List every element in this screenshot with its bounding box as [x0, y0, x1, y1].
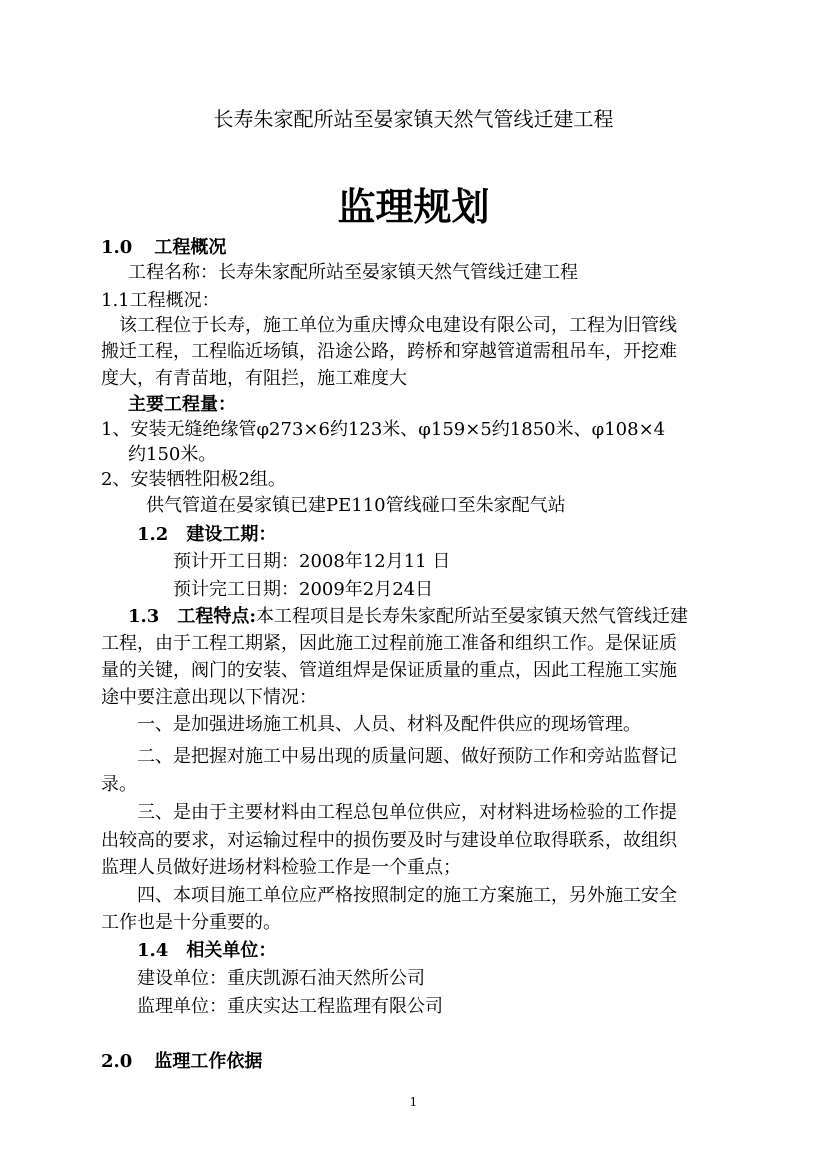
document-subtitle: 长寿朱家配所站至晏家镇天然气管线迁建工程 — [213, 107, 614, 131]
section-1-title: 工程概况 — [154, 237, 227, 258]
point-line: 录。 — [101, 774, 137, 795]
features-line: 途中要注意出现以下情况： — [101, 687, 317, 708]
overview-line: 该工程位于长寿，施工单位为重庆博众电建设有限公司，工程为旧管线 — [119, 315, 677, 336]
document-title: 监理规划 — [337, 184, 490, 229]
quantity-item: 约150米。 — [128, 444, 217, 465]
section-1-number: 1.0 — [101, 237, 133, 258]
end-date: 预计完工日期：2009年2月24日 — [173, 579, 434, 600]
section-2-heading — [101, 1050, 262, 1074]
point-line: 监理人员做好进场材料检验工作是一个重点； — [101, 857, 461, 878]
point-line: 出较高的要求，对运输过程中的损伤要及时与建设单位取得联系，故组织 — [101, 830, 677, 851]
gas-supply-note: 供气管道在晏家镇已建PE110管线碰口至朱家配气站 — [146, 495, 566, 516]
features-first-line — [128, 605, 688, 629]
point-line: 工作也是十分重要的。 — [101, 912, 281, 933]
schedule-label: 1.2 建设工期： — [137, 524, 277, 545]
section-2-title: 监理工作依据 — [154, 1051, 263, 1072]
point-line: 三、是由于主要材料由工程总包单位供应，对材料进场检验的工作提 — [137, 802, 677, 823]
overview-line: 搬迁工程，工程临近场镇，沿途公路，跨桥和穿越管道需租吊车，开挖难 — [101, 341, 677, 362]
overview-label: 1.1工程概况： — [101, 290, 220, 311]
features-line: 工程，由于工程工期紧，因此施工过程前施工准备和组织工作。是保证质 — [101, 633, 677, 654]
overview-line: 度大，有青苗地，有阻拦，施工难度大 — [101, 368, 407, 389]
quantity-item: 2、安装牺牲阳极2组。 — [101, 469, 286, 490]
point-line: 一、是加强进场施工机具、人员、材料及配件供应的现场管理。 — [137, 714, 641, 735]
project-name: 工程名称：长寿朱家配所站至晏家镇天然气管线迁建工程 — [128, 262, 578, 283]
point-line: 四、本项目施工单位应严格按照制定的施工方案施工，另外施工安全 — [137, 885, 677, 906]
page-number: 1 — [409, 1095, 418, 1109]
features-line: 量的关键，阀门的安装、管道组焊是保证质量的重点，因此工程施工实施 — [101, 660, 677, 681]
section-2-number: 2.0 — [101, 1051, 133, 1072]
start-date: 预计开工日期：2008年12月11 日 — [173, 551, 451, 572]
units-label: 1.4 相关单位： — [137, 940, 277, 961]
supervision-unit: 监理单位：重庆实达工程监理有限公司 — [137, 996, 443, 1017]
point-line: 二、是把握对施工中易出现的质量问题、做好预防工作和旁站监督记 — [137, 746, 677, 767]
features-label: 1.3 工程特点: — [128, 606, 256, 627]
quantities-label: 主要工程量： — [128, 394, 236, 415]
construction-unit: 建设单位：重庆凯源石油天然所公司 — [137, 968, 425, 989]
section-1-heading — [101, 236, 226, 260]
quantity-item: 1、安装无缝绝缘管φ273×6约123米、φ159×5约1850米、φ108×4 — [101, 419, 666, 440]
features-line: 本工程项目是长寿朱家配所站至晏家镇天然气管线迁建 — [255, 606, 688, 627]
